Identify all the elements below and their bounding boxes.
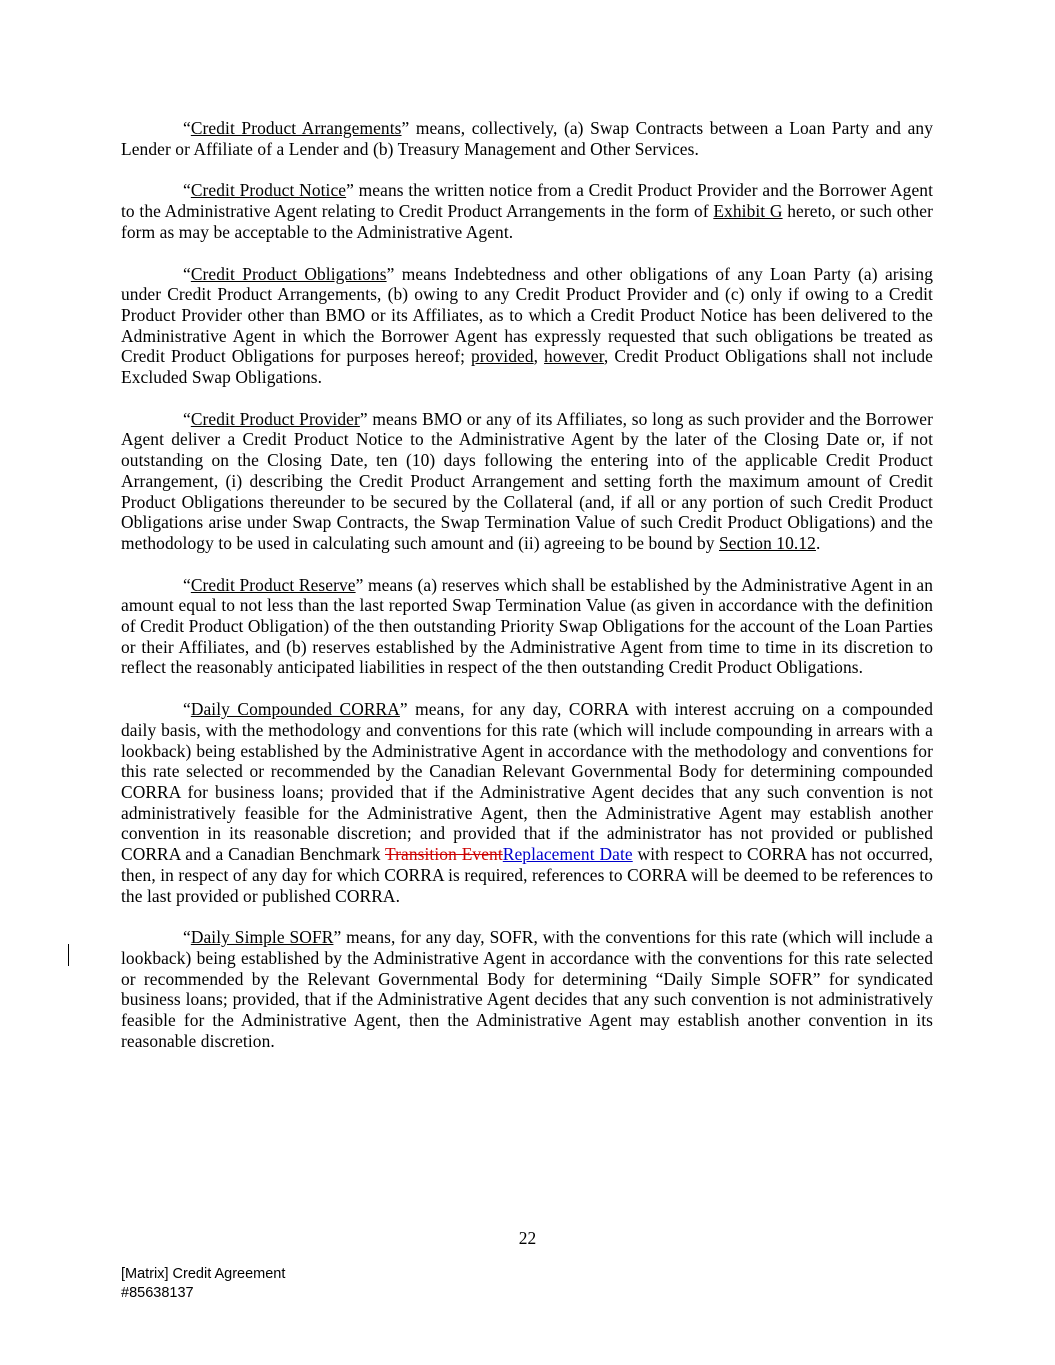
definition-credit-product-reserve (121, 575, 933, 679)
open-quote: “ (183, 263, 191, 284)
open-quote: “ (183, 927, 191, 948)
definition-credit-product-notice (121, 180, 933, 242)
defined-term: Credit Product Arrangements (190, 118, 402, 138)
open-quote: “ (183, 180, 191, 201)
open-quote: “ (183, 408, 191, 429)
definition-text-cont: . (815, 532, 821, 553)
defined-term: Daily Simple SOFR (190, 927, 334, 948)
exhibit-reference: Exhibit G (713, 201, 783, 222)
open-quote: “ (183, 574, 191, 595)
inserted-text-markup: Replacement Date (502, 844, 633, 865)
definition-text: ” means (a) reserves which shall be established by the Administrative Agent in an amount equal to not less than the last reported Swap Termination Value (as given in accordance with the definition of Credit Product Obligation) of the then outstanding Priority Swap Obligations for the account of the Loan Parties or their Affiliates, and (b) reserves established by the Administrative Agent from time to time in its discretion to reflect the reasonably anticipated liabilities in respect of the then outstanding Credit Product Obligations. (121, 574, 933, 678)
definition-text: ” means Indebtedness and other obligations of any Loan Party (a) arising under Credit Product Arrangements, (b) owing to any Credit Product Provider and (c) only if owing to a Credit Product Provider other than BMO or its Affiliates, as to which a Credit Product Notice has been delivered to the Administrative Agent in which the Borrower Agent has expressly requested that such obligations be treated as Credit Product Obligations for purposes hereof; (121, 263, 933, 367)
definition-credit-product-arrangements (121, 118, 933, 159)
definition-text-cont: hereto, or such other form as may be acceptable to the Administrative Agent. (121, 201, 933, 242)
revision-change-bar (68, 944, 69, 966)
document-body (121, 118, 933, 1051)
provided-emphasis: provided (471, 346, 534, 367)
definition-text-mid: , (533, 346, 545, 367)
footer-document-id: #85638137 (121, 1285, 194, 1301)
defined-term: Credit Product Reserve (190, 574, 356, 595)
defined-term: Credit Product Notice (190, 180, 347, 201)
defined-term: Daily Compounded CORRA (190, 699, 400, 720)
definition-text: ” means, for any day, SOFR, with the conventions for this rate (which will include a lookback) being established by the Administrative Agent in accordance with the conventions for this rate selected or recommended by the Relevant Governmental Body for determining “Daily Simple SOFR” for syndicated business loans; provided, that if the Administrative Agent decides that any such convention is not administratively feasible for the Administrative Agent, then the Administrative Agent may establish another convention in its reasonable discretion. (121, 927, 933, 1051)
open-quote: “ (183, 699, 191, 720)
definition-text: ” means, for any day, CORRA with interest accruing on a compounded daily basis, with the methodology and conventions for this rate (which will include compounding in arrears with a lookback) being established by the Administrative Agent in accordance with the methodology and conventions for this rate selected or recommended by the Canadian Relevant Governmental Body for determining compounded CORRA for business loans; provided that if the Administrative Agent decides that any such convention is not administratively feasible for the Administrative Agent, then the Administrative Agent may establish another convention in its reasonable discretion; and provided that if the administrator has not provided or published CORRA and a Canadian Benchmark (121, 699, 933, 865)
definition-text-cont: with respect to CORRA has not occurred, then, in respect of any day for which CORRA is required, references to CORRA will be deemed to be references to the last provided or published CORRA. (121, 844, 933, 906)
definition-text-cont: , Credit Product Obligations shall not include Excluded Swap Obligations. (121, 346, 933, 388)
definition-text: ” means BMO or any of its Affiliates, so long as such provider and the Borrower Agent deliver a Credit Product Notice to the Administrative Agent by the later of the Closing Date or, if not outstanding on the Closing Date, ten (10) days following the entering into of the applicable Credit Product Arrangement, (i) describing the Credit Product Arrangement and setting forth the maximum amount of Credit Product Obligations thereunder to be secured by the Collateral (and, if all or any portion of such Credit Product Obligations arise under Swap Contracts, the Swap Termination Value of such Credit Product Obligations) and the methodology to be used in calculating such amount and (ii) agreeing to be bound by (121, 408, 933, 553)
definition-daily-simple-sofr (121, 927, 933, 1051)
deleted-text-markup: Transition Event (385, 844, 503, 865)
defined-term: Credit Product Obligations (190, 263, 387, 284)
definition-credit-product-obligations (121, 264, 933, 388)
page-number: 22 (518, 1228, 537, 1248)
document-footer (121, 1265, 285, 1303)
definition-text: ” means, collectively, (a) Swap Contracts between a Loan Party and any Lender or Affiliate of a Lender and (b) Treasury Management and Other Services. (121, 118, 933, 159)
defined-term: Credit Product Provider (190, 408, 360, 429)
open-quote: “ (183, 118, 191, 138)
section-reference: Section 10.12 (719, 532, 816, 553)
however-emphasis: however (544, 346, 604, 367)
footer-document-title: [Matrix] Credit Agreement (121, 1266, 286, 1282)
definition-credit-product-provider (121, 409, 933, 554)
definition-daily-compounded-corra (121, 699, 933, 906)
definition-text: ” means the written notice from a Credit Product Provider and the Borrower Agent to the Administrative Agent relating to Credit Product Arrangements in the form of (121, 180, 934, 222)
